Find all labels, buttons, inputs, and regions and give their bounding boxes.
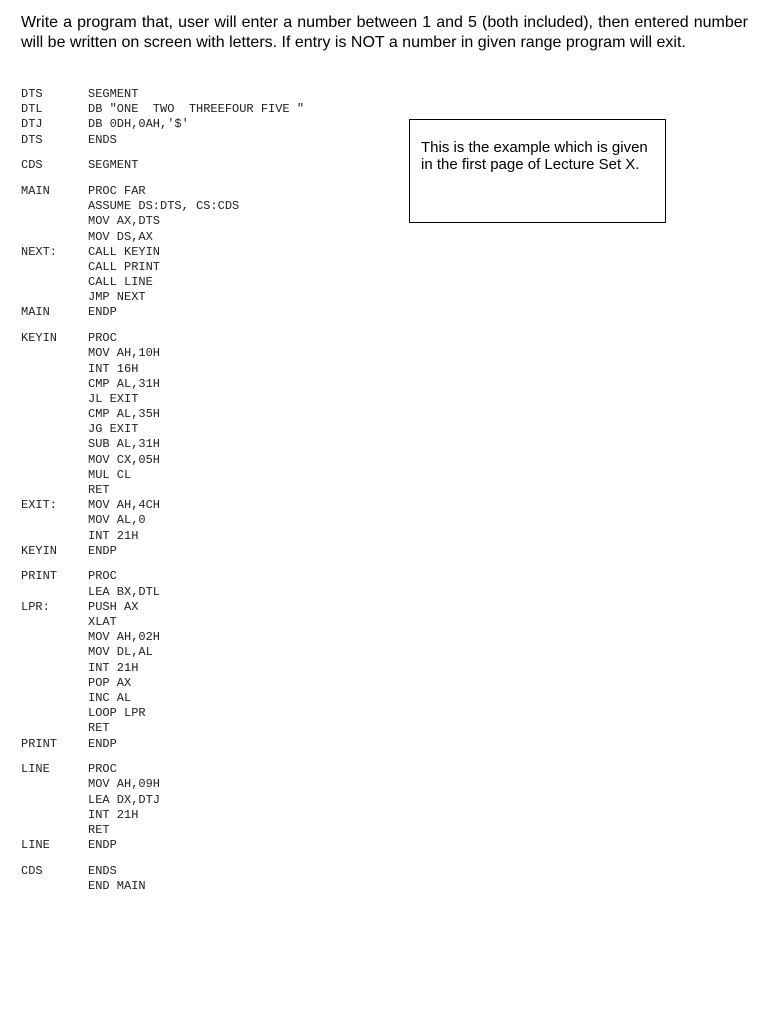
- code-instruction: MOV AX,DTS: [88, 214, 161, 229]
- code-instruction: JMP NEXT: [88, 290, 146, 305]
- code-line: [21, 691, 304, 706]
- note-box: [409, 119, 666, 223]
- code-blank-line: [21, 559, 304, 570]
- code-instruction: ASSUME DS:DTS, CS:CDS: [88, 199, 240, 214]
- note-text: This is the example which is given in the first page of Lecture Set X.: [421, 139, 648, 173]
- code-blank-line: [21, 173, 304, 184]
- code-line: [21, 214, 304, 229]
- code-instruction: LOOP LPR: [88, 706, 146, 721]
- code-label: KEYIN: [21, 543, 58, 558]
- code-label: DTS: [21, 132, 43, 147]
- code-instruction: MOV AH,10H: [88, 346, 161, 361]
- code-instruction: DB "ONE TWO THREEFOUR FIVE ": [88, 102, 305, 117]
- code-instruction: MUL CL: [88, 467, 132, 482]
- code-line: [21, 392, 304, 407]
- code-instruction: CALL KEYIN: [88, 244, 161, 259]
- code-line: [21, 362, 304, 377]
- code-line: [21, 777, 304, 792]
- code-line: [21, 184, 304, 199]
- code-line: [21, 615, 304, 630]
- code-line: [21, 838, 304, 853]
- code-line: [21, 585, 304, 600]
- code-line: [21, 102, 304, 117]
- code-instruction: DB 0DH,0AH,'$': [88, 117, 189, 132]
- code-line: [21, 199, 304, 214]
- code-line: [21, 600, 304, 615]
- code-line: [21, 87, 304, 102]
- code-instruction: RET: [88, 721, 110, 736]
- code-instruction: ENDS: [88, 132, 117, 147]
- code-line: [21, 133, 304, 148]
- code-blank-line: [21, 853, 304, 864]
- code-line: [21, 437, 304, 452]
- code-blank-line: [21, 752, 304, 763]
- code-instruction: END MAIN: [88, 879, 146, 893]
- code-line: [21, 808, 304, 823]
- code-instruction: MOV CX,05H: [88, 452, 161, 467]
- code-line: [21, 422, 304, 437]
- code-line: [21, 290, 304, 305]
- code-line: [21, 275, 304, 290]
- code-line: [21, 762, 304, 777]
- code-instruction: INT 21H: [88, 807, 139, 822]
- code-instruction: PROC: [88, 762, 117, 777]
- code-line: [21, 676, 304, 691]
- code-line: [21, 407, 304, 422]
- code-instruction: JL EXIT: [88, 391, 139, 406]
- code-label: MAIN: [21, 183, 50, 198]
- code-line: [21, 645, 304, 660]
- code-label: DTS: [21, 87, 43, 101]
- code-label: EXIT:: [21, 498, 58, 513]
- code-instruction: LEA BX,DTL: [88, 584, 161, 599]
- code-line: [21, 513, 304, 528]
- code-line: [21, 721, 304, 736]
- code-blank-line: [21, 148, 304, 159]
- code-label: CDS: [21, 863, 43, 878]
- code-line: [21, 569, 304, 584]
- code-label: LPR:: [21, 599, 50, 614]
- code-instruction: CMP AL,35H: [88, 407, 161, 422]
- code-line: [21, 331, 304, 346]
- code-label: CDS: [21, 158, 43, 173]
- code-instruction: CALL PRINT: [88, 259, 161, 274]
- code-instruction: RET: [88, 483, 110, 497]
- code-instruction: CALL LINE: [88, 275, 153, 290]
- code-line: [21, 117, 304, 132]
- code-instruction: SEGMENT: [88, 158, 139, 173]
- code-instruction: POP AX: [88, 675, 132, 690]
- code-line: [21, 706, 304, 721]
- code-label: PRINT: [21, 569, 58, 584]
- code-line: [21, 245, 304, 260]
- code-line: [21, 158, 304, 173]
- code-line: [21, 483, 304, 498]
- code-instruction: ENDP: [88, 838, 117, 853]
- code-instruction: INC AL: [88, 690, 132, 705]
- code-label: MAIN: [21, 305, 50, 320]
- code-label: LINE: [21, 762, 50, 777]
- code-instruction: ENDS: [88, 863, 117, 878]
- code-instruction: JG EXIT: [88, 422, 139, 437]
- code-label: KEYIN: [21, 331, 58, 346]
- code-line: [21, 305, 304, 320]
- code-label: PRINT: [21, 736, 58, 751]
- code-instruction: XLAT: [88, 615, 117, 629]
- code-instruction: SUB AL,31H: [88, 437, 161, 452]
- code-line: [21, 879, 304, 894]
- assignment-prompt: Write a program that, user will enter a number between 1 and 5 (both included), then entered number will be written on screen with letters. If entry is NOT a number in given range program will exit.: [21, 14, 748, 51]
- code-line: [21, 230, 304, 245]
- code-instruction: MOV AH,09H: [88, 777, 161, 792]
- assembly-code-listing: [21, 87, 304, 894]
- code-instruction: ENDP: [88, 736, 117, 751]
- code-line: [21, 793, 304, 808]
- code-instruction: MOV DL,AL: [88, 645, 153, 660]
- code-line: [21, 498, 304, 513]
- code-line: [21, 468, 304, 483]
- code-instruction: ENDP: [88, 543, 117, 558]
- code-line: [21, 346, 304, 361]
- code-label: LINE: [21, 838, 50, 853]
- code-instruction: PROC FAR: [88, 183, 146, 198]
- code-label: DTJ: [21, 117, 43, 132]
- code-instruction: CMP AL,31H: [88, 376, 161, 391]
- code-line: [21, 661, 304, 676]
- code-instruction: MOV DS,AX: [88, 229, 153, 244]
- code-instruction: INT 21H: [88, 660, 139, 675]
- code-instruction: INT 16H: [88, 361, 139, 376]
- code-instruction: SEGMENT: [88, 87, 139, 101]
- code-label: DTL: [21, 102, 43, 117]
- code-instruction: MOV AL,0: [88, 513, 146, 528]
- code-instruction: PUSH AX: [88, 599, 139, 614]
- code-instruction: PROC: [88, 569, 117, 584]
- code-line: [21, 260, 304, 275]
- code-line: [21, 377, 304, 392]
- code-instruction: MOV AH,4CH: [88, 498, 161, 513]
- code-label: NEXT:: [21, 244, 58, 259]
- code-instruction: ENDP: [88, 305, 117, 320]
- code-line: [21, 864, 304, 879]
- code-line: [21, 737, 304, 752]
- code-line: [21, 544, 304, 559]
- code-instruction: LEA DX,DTJ: [88, 792, 161, 807]
- code-line: [21, 529, 304, 544]
- code-instruction: INT 21H: [88, 528, 139, 543]
- code-blank-line: [21, 321, 304, 332]
- code-instruction: PROC: [88, 331, 117, 346]
- code-line: [21, 630, 304, 645]
- code-line: [21, 453, 304, 468]
- code-instruction: RET: [88, 822, 110, 837]
- code-instruction: MOV AH,02H: [88, 630, 161, 645]
- code-line: [21, 823, 304, 838]
